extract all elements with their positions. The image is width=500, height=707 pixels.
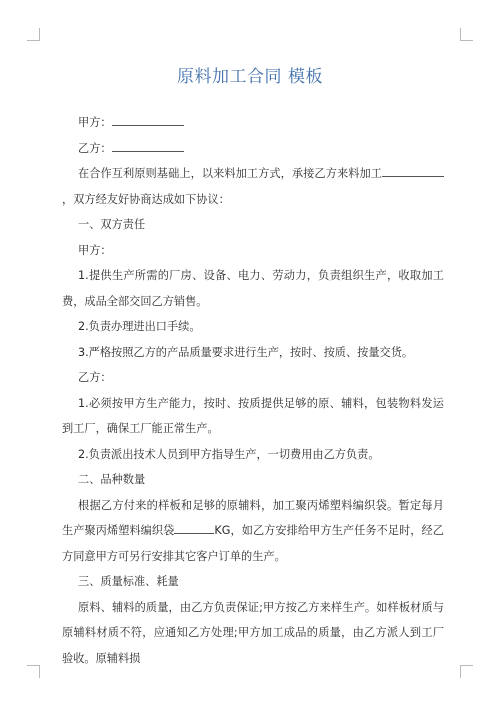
intro-text-1: 在合作互利原则基础上，以来料加工方式，承接乙方来料加工 — [78, 167, 382, 180]
material-blank — [382, 164, 444, 177]
section3-heading: 三、质量标准、耗量 — [78, 575, 179, 588]
document-body — [62, 110, 444, 671]
crop-mark-top-left — [27, 28, 40, 41]
a-responsibility-label: 甲方： — [78, 243, 112, 257]
s2-text-1: 根据乙方付来的样板和足够的原辅料，加工聚丙烯塑料编织袋。暂定每月生产聚丙烯塑料编织袋 — [62, 498, 444, 537]
section3-paragraph: 原料、辅料的质量，由乙方负责保证;甲方按乙方来样生产。如样板材质与原辅料材质不符，应通知乙方处理;甲方加工成品的质量，由乙方派人到工厂验收。原辅料损 — [62, 600, 444, 665]
s2-text-2: KG，如乙方安排给甲方生产任务不足时，经乙方同意甲方可另行安排其它客户订单的生产。 — [62, 524, 444, 563]
party-a-line — [62, 110, 444, 136]
party-b-label: 乙方： — [78, 141, 112, 155]
quantity-blank — [174, 521, 214, 534]
a-item-1: 1.提供生产所需的厂房、设备、电力、劳动力，负责组织生产，收取加工费，成品全部交回乙方销售。 — [62, 269, 444, 308]
crop-mark-bottom-right — [460, 665, 473, 678]
b-responsibility-label: 乙方： — [78, 371, 112, 384]
party-b-line — [62, 136, 444, 162]
section1-heading: 一、双方责任 — [78, 218, 146, 231]
section2-paragraph — [62, 493, 444, 570]
b-item-1: 1.必须按甲方生产能力，按时、按质提供足够的原、辅料，包装物料发运到工厂，确保工厂能正常生产。 — [62, 396, 444, 435]
section2-heading: 二、品种数量 — [78, 473, 146, 486]
crop-mark-bottom-left — [27, 665, 40, 678]
party-b-blank — [112, 139, 184, 152]
crop-mark-top-right — [460, 28, 473, 41]
document-title: 原料加工合同 模板 — [177, 67, 323, 87]
b-item-2: 2.负责派出技术人员到甲方指导生产，一切费用由乙方负责。 — [78, 447, 380, 461]
intro-text-2: ，双方经友好协商达成如下协议： — [62, 192, 230, 206]
party-a-label: 甲方： — [78, 116, 112, 129]
a-item-2: 2.负责办理进出口手续。 — [78, 320, 201, 333]
party-a-blank — [112, 113, 184, 126]
a-item-3: 3.严格按照乙方的产品质量要求进行生产，按时、按质、按量交货。 — [78, 345, 414, 359]
intro-paragraph — [62, 161, 444, 212]
